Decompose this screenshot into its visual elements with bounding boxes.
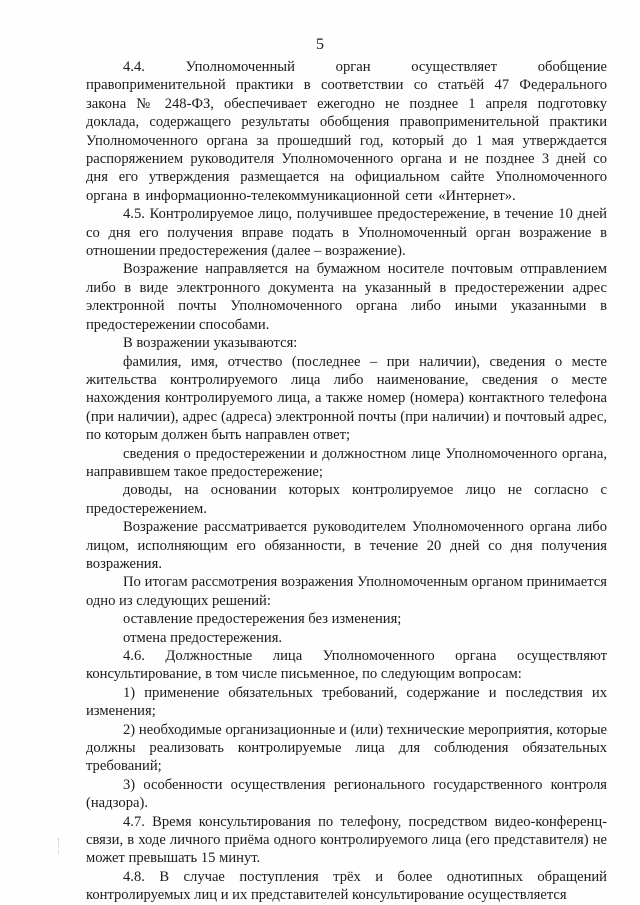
paragraph-consult-item-3: 3) особенности осуществления регионального государственного контроля (надзора). [86, 776, 607, 812]
paragraph-objection-contents-intro: В возражении указываются: [123, 335, 298, 352]
paragraph-consult-item-2: 2) необходимые организационные и (или) технические мероприятия, которые должны реализовать контролируемые лица для соблюдения обязательных требований; [86, 721, 607, 775]
document-body [86, 58, 607, 905]
paragraph-consult-item-1: 1) применение обязательных требований, содержание и последствия их изменения; [86, 684, 607, 720]
paragraph-objection-personal-data: фамилия, имя, отчество (последнее – при наличии), сведения о месте жительства контролируемого лица либо наименование, сведения о месте нахождения контролируемого лица, а также номер (номера) контактного телефона (при наличии), адрес (адреса) электронной почты (при наличии) и почтовый адрес, по которым должен быть направлен ответ; [86, 353, 607, 444]
paragraph-objection-arguments: доводы, на основании которых контролируемое лицо не согласно с предостережением. [86, 482, 607, 517]
paragraph-decision-keep: оставление предостережения без изменения; [123, 611, 402, 628]
paragraph-4-4: 4.4. Уполномоченный орган осуществляет обобщение правоприменительной практики в соответствии со статьёй 47 Федерального закона № 248-ФЗ, обеспечивает ежегодно не позднее 1 апреля подготовку доклада, содержащего результаты обобщения правоприменительной практики Уполномоченного органа за прошедший год, который до 1 мая утверждается распоряжением руководителя Уполномоченного органа и не позднее 3 дней со дня его утверждения размещается на официальном сайте Уполномоченного органа в информационно-телекоммуникационной сети «Интернет». [86, 59, 607, 204]
paragraph-objection-review: Возражение рассматривается руководителем Уполномоченного органа либо лицом, исполняющим его обязанности, в течение 20 дней со дня получения возражения. [86, 519, 607, 572]
paragraph-4-8: 4.8. В случае поступления трёх и более однотипных обращений контролируемых лиц и их представителей консультирование осуществляется [86, 868, 607, 904]
paragraph-decision-cancel: отмена предостережения. [123, 629, 283, 646]
paragraph-review-decisions-intro: По итогам рассмотрения возражения Уполномоченным органом принимается одно из следующих решений: [86, 574, 607, 609]
paragraph-objection-warning-info: сведения о предостережении и должностном лице Уполномоченного органа, направившем такое предостережение; [86, 445, 607, 480]
paragraph-4-7: 4.7. Время консультирования по телефону, посредством видео-конференц-связи, в ходе личного приёма одного контролируемого лица (его представителя) не может превышать 15 минут. [86, 813, 607, 867]
paragraph-4-5: 4.5. Контролируемое лицо, получившее предостережение, в течение 10 дней со дня его получения вправе подать в Уполномоченный орган возражение в отношении предостережения (далее – возражение). [86, 206, 607, 260]
page-number: 5 [316, 36, 324, 53]
paragraph-objection-delivery: Возражение направляется на бумажном носителе почтовым отправлением либо в виде электронного документа на указанный в предостережении адрес электронной почты Уполномоченного органа либо иными указанными в предостережении способами. [86, 261, 607, 333]
scan-margin-mark [58, 838, 63, 854]
paragraph-4-6: 4.6. Должностные лица Уполномоченного органа осуществляют консультирование, в том числе письменное, по следующим вопросам: [86, 648, 607, 683]
